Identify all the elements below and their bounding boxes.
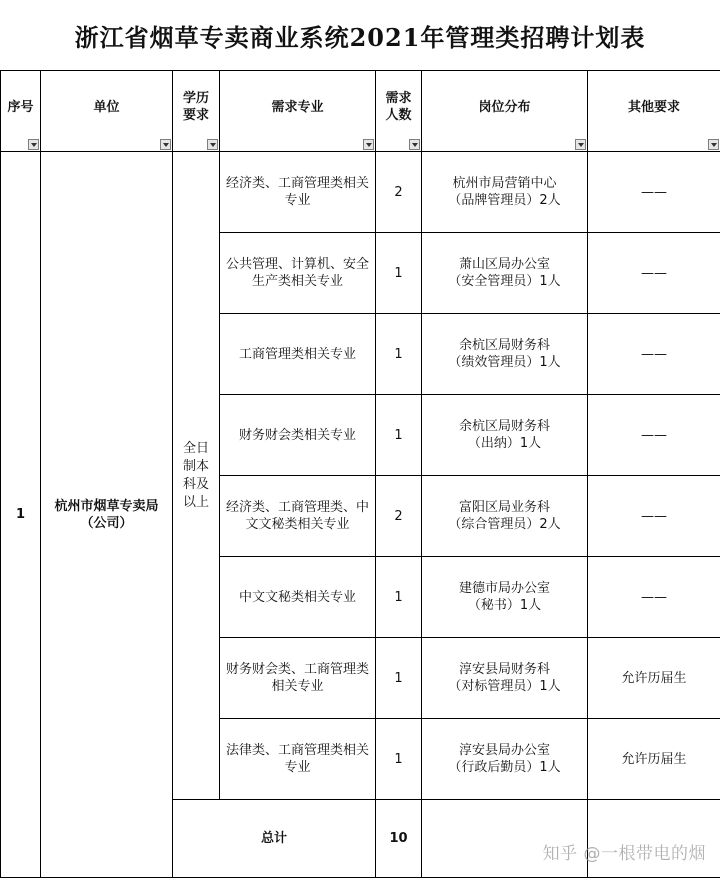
count-cell: 1 [376,638,422,719]
count-cell: 2 [376,152,422,233]
filter-dropdown-icon[interactable] [575,139,586,150]
major-cell: 法律类、工商管理类相关专业 [220,719,376,800]
header-other [588,71,720,152]
edu-cell [173,152,220,800]
major-cell: 财务财会类相关专业 [220,395,376,476]
other-cell: —— [588,152,720,233]
unit-cell: 杭州市烟草专卖局（公司） [41,152,173,878]
post-line2: （品牌管理员）2人 [448,193,561,208]
other-cell: 允许历届生 [588,719,720,800]
count-cell: 2 [376,476,422,557]
recruitment-plan-table [0,70,720,878]
header-count [376,71,422,152]
filter-dropdown-icon[interactable] [708,139,719,150]
count-cell: 1 [376,233,422,314]
post-line1: 余杭区局财务科 [458,338,550,353]
header-other-label: 其他要求 [627,99,680,115]
post-line2: （安全管理员）1人 [448,274,561,289]
post-line1: 富阳区局业务科 [458,500,550,515]
major-cell: 经济类、工商管理类、中文文秘类相关专业 [220,476,376,557]
post-cell [422,557,588,638]
other-cell: —— [588,557,720,638]
header-major-label: 需求专业 [271,99,324,115]
post-line1: 建德市局办公室 [458,581,550,596]
other-cell: —— [588,476,720,557]
post-line2: （行政后勤员）1人 [448,760,561,775]
count-cell: 1 [376,719,422,800]
header-seq [1,71,41,152]
header-post-label: 岗位分布 [478,99,531,115]
page-title: 浙江省烟草专卖商业系统2021年管理类招聘计划表 [74,22,646,52]
post-cell [422,395,588,476]
count-cell: 1 [376,314,422,395]
filter-dropdown-icon[interactable] [28,139,39,150]
header-post [422,71,588,152]
other-cell: 允许历届生 [588,638,720,719]
header-edu-label: 学历要求 [182,91,209,123]
post-cell [422,152,588,233]
filter-dropdown-icon[interactable] [207,139,218,150]
major-cell: 工商管理类相关专业 [220,314,376,395]
filter-dropdown-icon[interactable] [160,139,171,150]
post-line2: （出纳）1人 [467,436,542,451]
major-cell: 经济类、工商管理类相关专业 [220,152,376,233]
total-count: 10 [376,800,422,878]
table-row [1,152,720,233]
post-cell [422,233,588,314]
post-cell [422,476,588,557]
post-line1: 余杭区局财务科 [458,419,550,434]
post-line2: （秘书）1人 [467,598,542,613]
other-cell: —— [588,314,720,395]
header-unit-label: 单位 [93,99,120,115]
post-cell [422,638,588,719]
header-row [1,71,720,152]
major-cell: 公共管理、计算机、安全生产类相关专业 [220,233,376,314]
post-line1: 杭州市局营销中心 [452,176,557,191]
edu-label: 全日制本科及以上 [182,440,209,510]
major-cell: 财务财会类、工商管理类相关专业 [220,638,376,719]
seq-cell: 1 [1,152,41,878]
header-count-label: 需求人数 [385,91,412,123]
count-cell: 1 [376,557,422,638]
post-line1: 淳安县局办公室 [458,743,550,758]
filter-dropdown-icon[interactable] [363,139,374,150]
post-line1: 萧山区局办公室 [458,257,550,272]
watermark: 知乎 @一根带电的烟 [542,844,706,864]
post-line2: （绩效管理员）1人 [448,355,561,370]
post-line1: 淳安县局财务科 [458,662,550,677]
header-edu [173,71,220,152]
header-seq-label: 序号 [7,99,34,115]
count-cell: 1 [376,395,422,476]
header-major [220,71,376,152]
total-label: 总计 [173,800,376,878]
other-cell: —— [588,233,720,314]
header-unit [41,71,173,152]
filter-dropdown-icon[interactable] [409,139,420,150]
major-cell: 中文文秘类相关专业 [220,557,376,638]
post-cell [422,314,588,395]
post-cell [422,719,588,800]
post-line2: （综合管理员）2人 [448,517,561,532]
post-line2: （对标管理员）1人 [448,679,561,694]
other-cell: —— [588,395,720,476]
